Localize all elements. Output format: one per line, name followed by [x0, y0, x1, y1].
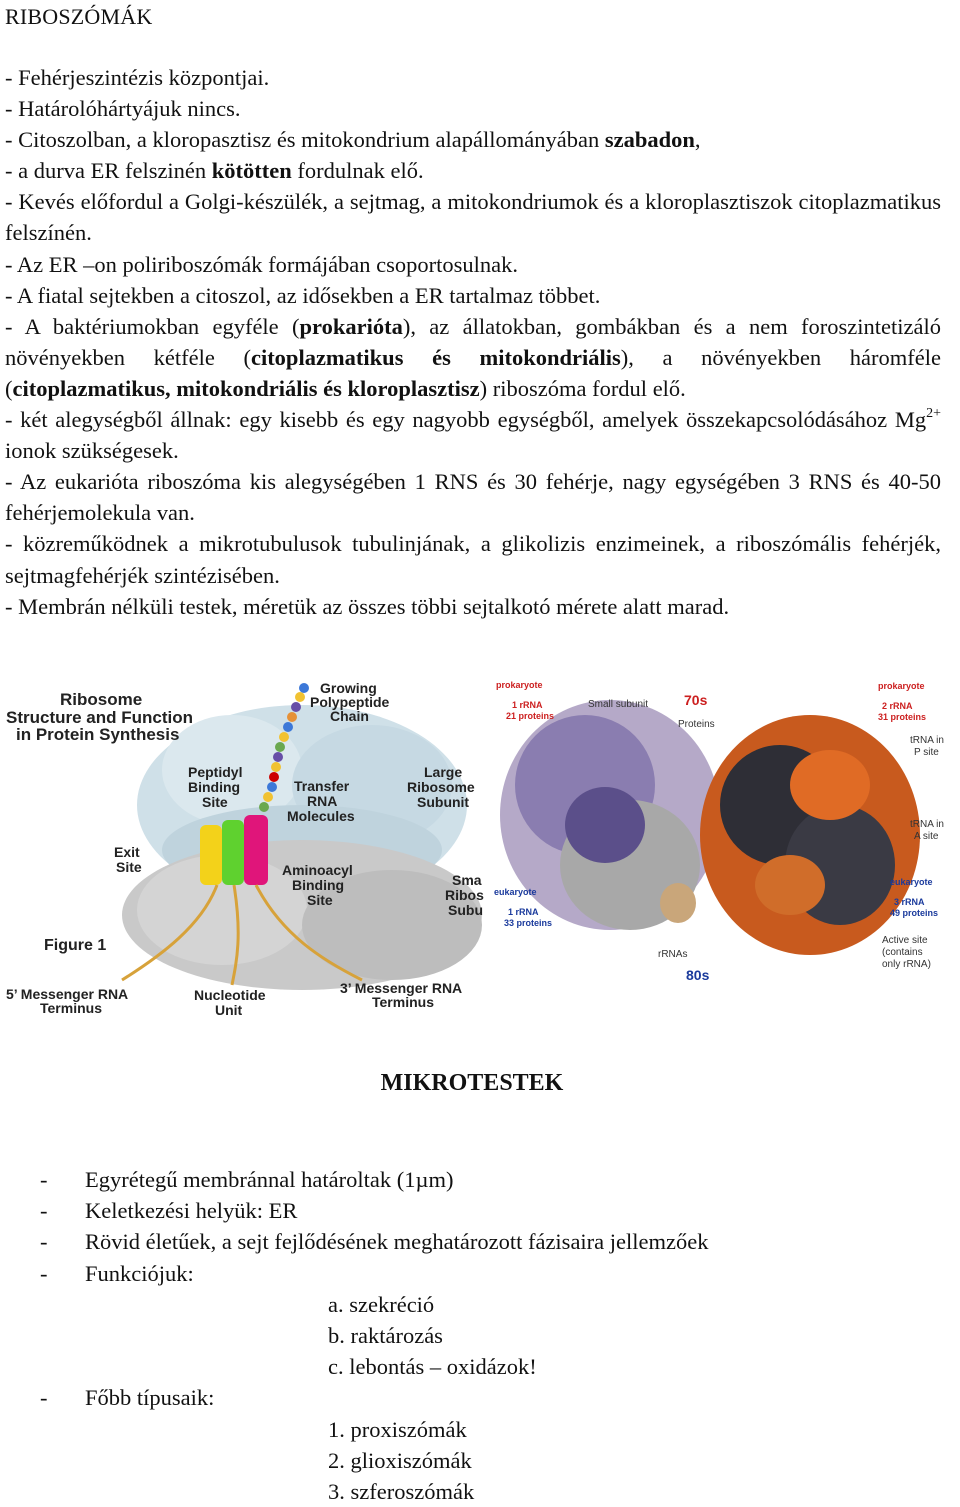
label-transfer: Molecules [287, 808, 355, 824]
bold-term: kötötten [211, 158, 292, 184]
label-prokaryote-small: 1 rRNA [512, 700, 543, 710]
ribosome-comparison-figure [490, 675, 945, 1020]
label-exit: Site [116, 859, 142, 875]
paragraph: - A fiatal sejtekben a citoszol, az idősekben a ER tartalmaz többet. [5, 282, 601, 308]
paragraph [5, 124, 941, 155]
label-mrna3: 3’ Messenger RNA [340, 980, 463, 996]
ribosome-illustration [2, 675, 487, 1020]
label-small-subunit: Small subunit [588, 699, 649, 710]
label-mrna5: Terminus [40, 1000, 102, 1016]
text-run: ionok szükségesek. [5, 438, 179, 464]
label-proteins: Proteins [678, 719, 715, 730]
ribosome-text-block [5, 62, 941, 622]
small-beige-model [660, 883, 696, 923]
list-dash: - [40, 1229, 48, 1255]
label-prokaryote-large: 31 proteins [878, 712, 927, 722]
text-run: fordulnak elő. [291, 158, 424, 184]
label-transfer: Transfer [294, 778, 350, 794]
label-eukaryote-large: eukaryote [890, 877, 933, 887]
type-item: 3. szferoszómák [328, 1478, 475, 1504]
label-peptidyl: Peptidyl [188, 764, 243, 780]
section-title-ribosomes: RIBOSZÓMÁK [5, 4, 153, 29]
fig-title-line: Ribosome [60, 690, 143, 709]
label-eukaryote-small: 1 rRNA [508, 907, 539, 917]
label-active-site: (contains [882, 947, 923, 958]
label-small: Ribos [445, 887, 484, 903]
label-trna-a: tRNA in [910, 819, 944, 830]
list-item-text: Keletkezési helyük: ER [85, 1198, 298, 1224]
label-growing: Growing [320, 680, 377, 696]
ribosome-molecular-image [490, 675, 945, 1020]
label-prokaryote-large: prokaryote [878, 681, 925, 691]
label-80s: 80s [686, 967, 710, 983]
label-active-site: only rRNA) [882, 959, 931, 970]
label-eukaryote-small: eukaryote [494, 887, 537, 897]
label-large: Large [424, 764, 463, 780]
paragraph: - közreműködnek a mikrotubulusok tubulinjának, a glikolizis enzimeinek, a riboszómális fehérjék, sejtmagfehérjék szintézisében. [5, 531, 941, 588]
label-eukaryote-small: 33 proteins [504, 918, 553, 928]
function-item: c. lebontás – oxidázok! [328, 1354, 537, 1380]
label-small: Subu [448, 902, 483, 918]
bold-term: citoplazmatikus, mitokondriális és kloroplasztisz [12, 375, 480, 401]
type-item: 1. proxiszómák [328, 1416, 467, 1442]
paragraph: - Az ER –on poliriboszómák formájában csoportosulnak. [5, 251, 519, 277]
label-transfer: RNA [307, 793, 338, 809]
text-run: - a durva ER felszinén [5, 158, 212, 184]
list-item-text: Rövid életűek, a sejt fejlődésének meghatározott fázisaira jellemzőek [85, 1229, 709, 1255]
paragraph [5, 311, 941, 404]
fig-title-line: Structure and Function [6, 708, 193, 727]
label-small: Sma [452, 872, 482, 888]
label-mrna3: Terminus [372, 994, 434, 1010]
text-run: - A baktériumokban egyféle ( [5, 313, 300, 339]
label-nucleotide: Unit [215, 1002, 243, 1018]
superscript: 2+ [926, 405, 941, 421]
list-dash: - [40, 1260, 48, 1286]
label-prokaryote-small: prokaryote [496, 680, 543, 690]
label-rrnas: rRNAs [658, 949, 688, 960]
label-trna-p: tRNA in [910, 735, 944, 746]
paragraph: - Határolóhártyájuk nincs. [5, 96, 241, 122]
list-item-text: Főbb típusaik: [85, 1385, 215, 1411]
text-run: ), az állatokban, gombákban és a nem foroszintetizáló növényekben kétféle ( [5, 313, 941, 370]
label-growing: Polypeptide [310, 694, 390, 710]
list-dash: - [40, 1385, 48, 1411]
label-peptidyl: Binding [188, 779, 241, 795]
list-dash: - [40, 1198, 48, 1224]
ribosome-structure-figure [2, 675, 487, 1020]
label-eukaryote-large: 3 rRNA [894, 897, 925, 907]
text-run: ), a növényekben háromféle ( [5, 344, 941, 401]
text-run: ) riboszóma fordul elő. [479, 375, 686, 401]
text-run: - két alegységből állnak: egy kisebb és egy nagyobb egységből, amelyek összekapcsolódásához Mg [5, 407, 927, 433]
label-trna-p: P site [914, 747, 939, 758]
bold-term: prokarióta [299, 313, 403, 339]
paragraph [5, 404, 941, 466]
trna-peptidyl-shape [222, 820, 244, 885]
label-prokaryote-large: 2 rRNA [882, 701, 913, 711]
label-figure: Figure 1 [44, 937, 107, 954]
section-title-microbodies: MIKROTESTEK [380, 1070, 564, 1096]
label-nucleotide: Nucleotide [194, 987, 266, 1003]
label-peptidyl: Site [202, 794, 228, 810]
trna-exit-shape [200, 825, 222, 885]
label-aminoacyl: Site [307, 892, 333, 908]
trna-aminoacyl-shape [244, 815, 268, 885]
function-item: a. szekréció [328, 1291, 435, 1317]
text-run: , [694, 127, 701, 153]
label-large: Subunit [417, 794, 470, 810]
label-aminoacyl: Binding [292, 877, 345, 893]
bold-term: citoplazmatikus és mitokondriális [250, 344, 621, 370]
label-exit: Exit [114, 844, 140, 860]
list-item-text: Egyrétegű membránnal határoltak (1µm) [85, 1167, 454, 1192]
paragraph: - Az eukarióta riboszóma kis alegységében 1 RNS és 30 fehérje, nagy egységében 3 RNS és 40-50 fehérjemolekula van. [5, 469, 941, 526]
label-aminoacyl: Aminoacyl [282, 862, 353, 878]
label-mrna5: 5’ Messenger RNA [6, 986, 129, 1002]
label-active-site: Active site [882, 935, 928, 946]
type-item: 2. glioxiszómák [328, 1447, 472, 1473]
paragraph [5, 155, 941, 186]
list-dash: - [40, 1167, 48, 1192]
label-eukaryote-large: 49 proteins [890, 908, 939, 918]
paragraph: - Membrán nélküli testek, méretük az összes többi sejtalkotó mérete alatt marad. [5, 593, 730, 619]
label-trna-a: A site [914, 831, 939, 842]
bold-term: szabadon [604, 127, 695, 153]
label-70s: 70s [684, 692, 708, 708]
function-item: b. raktározás [328, 1322, 443, 1348]
list-item-text: Funkciójuk: [85, 1260, 194, 1286]
label-large: Ribosome [407, 779, 475, 795]
label-growing: Chain [330, 708, 369, 724]
text-run: - Citoszolban, a kloropasztisz és mitokondrium alapállományában [5, 127, 605, 153]
paragraph: - Kevés előfordul a Golgi-készülék, a sejtmag, a mitokondriumok és a kloroplasztiszok citoplazmatikus felszínén. [5, 189, 941, 246]
fig-title-line: in Protein Synthesis [16, 725, 180, 744]
label-prokaryote-small: 21 proteins [506, 711, 555, 721]
paragraph: - Fehérjeszintézis központjai. [5, 65, 270, 90]
